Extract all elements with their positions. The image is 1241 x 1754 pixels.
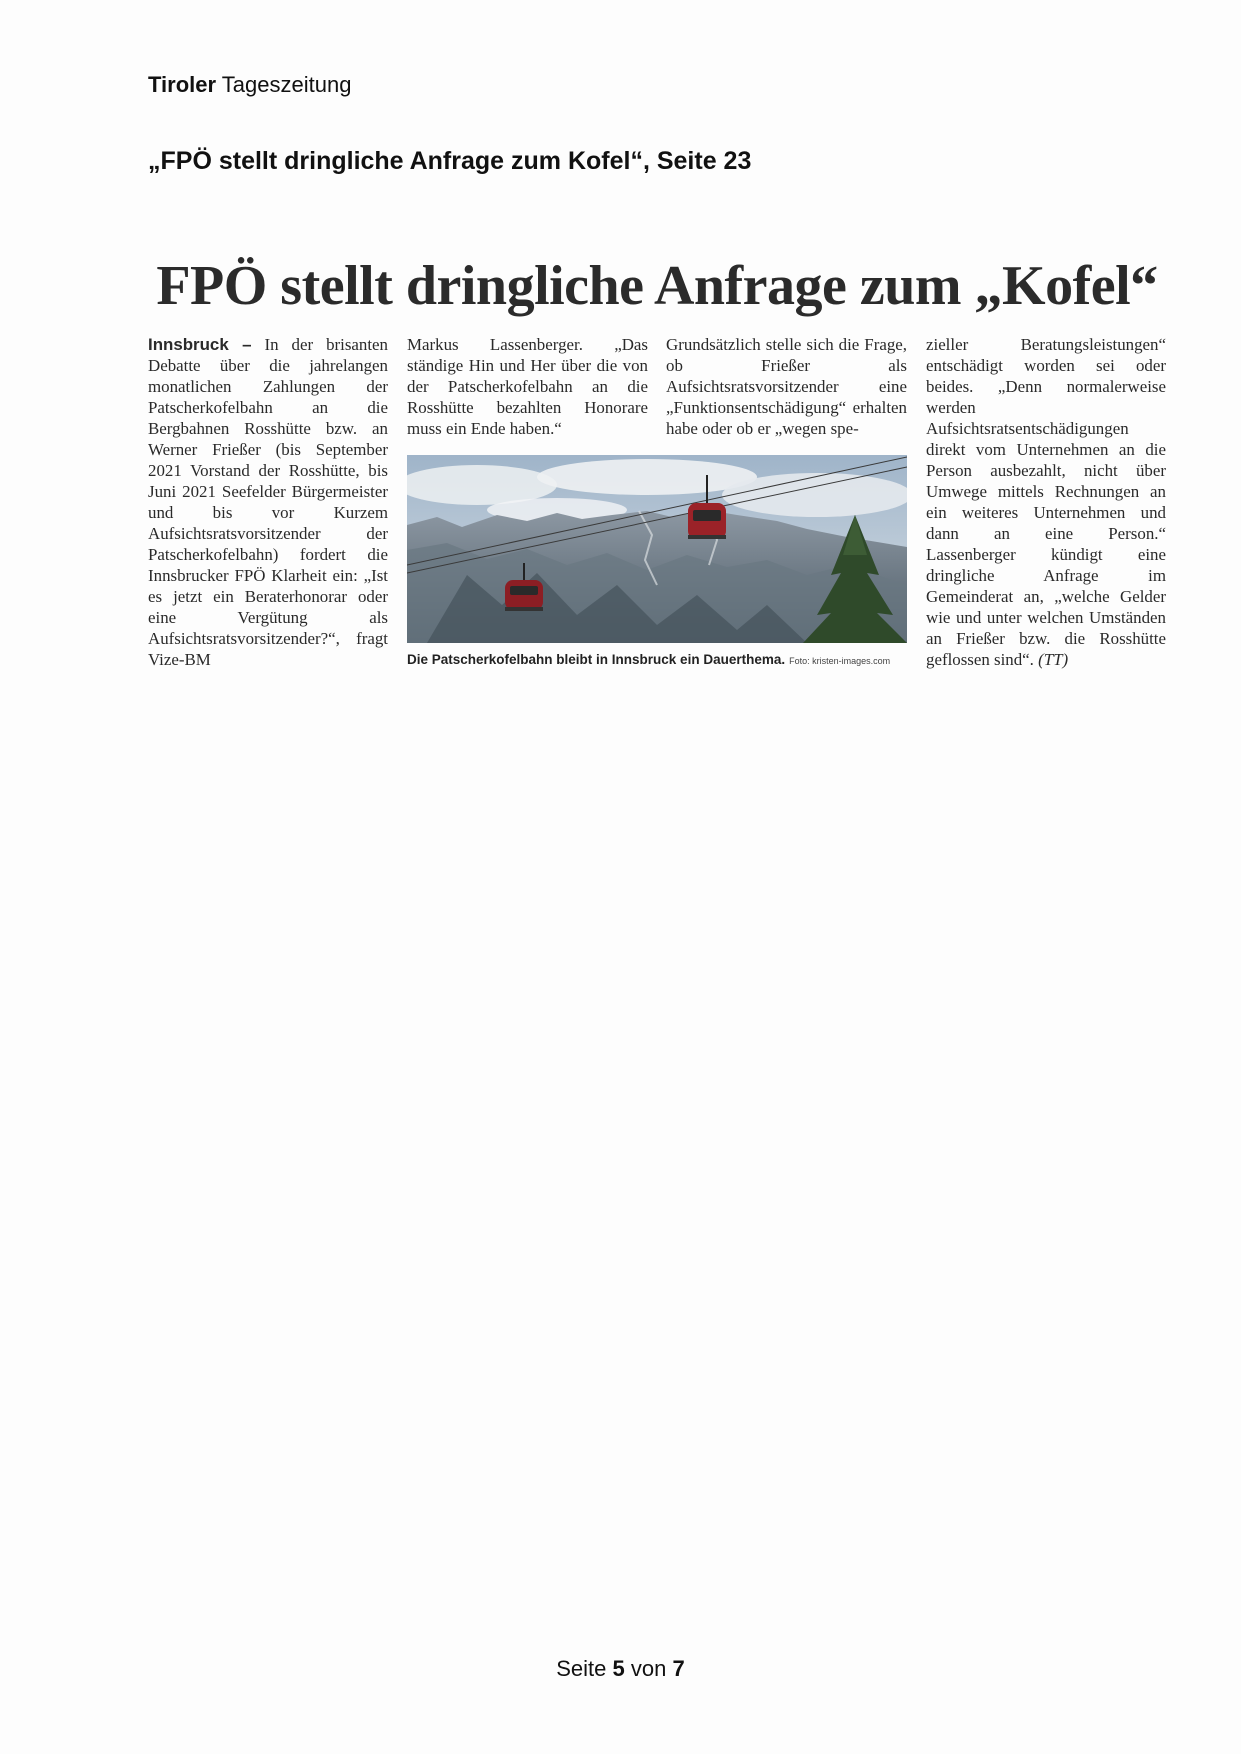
photo-credit: Foto: kristen-images.com [789,656,891,666]
article-column-1-text: In der brisanten Debatte über die jahrelangen monatlichen Zahlungen der Patscherkofelbahn an die Bergbahnen Rosshütte bzw. an Werner Frießer (bis September 2021 Vorstand der Rosshütte, bis Juni 2021 Seefelder Bürgermeister und bis vor Kurzem Aufsichtsratsvorsitzender der Patscherkofelbahn) fordert die Innsbrucker FPÖ Klarheit ein: „Ist es jetzt ein Beraterhonorar oder eine Vergütung als Aufsichtsratsvorsitzender?“, fragt Vize-BM [148,335,388,669]
page-of-label: von [630,1656,667,1681]
article-column-2: Markus Lassenberger. „Das ständige Hin und Her über die von der Patscherkofelbahn an die Rosshütte bezahlten Honorare muss ein Ende haben.“ [407,335,648,438]
photo-caption [407,652,907,667]
publication-name-bold: Tiroler [148,72,217,97]
photo-caption-text: Die Patscherkofelbahn bleibt in Innsbruck ein Dauerthema. [407,652,786,667]
newspaper-clipping [148,255,1166,670]
document-title: „FPÖ stellt dringliche Anfrage zum Kofel“, Seite 23 [148,147,752,175]
article-headline: FPÖ stellt dringliche Anfrage zum „Kofel“ [156,255,1158,317]
article-byline: (TT) [1038,650,1069,669]
page-label: Seite [556,1656,607,1681]
article-photo [407,455,907,643]
publication-name-rest: Tageszeitung [221,72,352,97]
article-column-4 [926,334,1166,670]
article-column-1 [148,334,388,670]
article-dateline: Innsbruck – [148,335,252,354]
page-footer [0,1656,1241,1682]
publication-name [148,72,351,98]
page-total: 7 [672,1656,685,1681]
article-column-4-text: zieller Beratungsleistungen“ entschädigt worden sei oder beides. „Denn normalerweise werden Aufsichtsratsentschädigungen direkt vom Unternehmen an die Person ausbezahlt, nicht über Umwege mittels Rechnungen an ein weiteres Unternehmen und dann an eine Person.“ Lassenberger kündigt eine dringliche Anfrage im Gemeinderat an, „welche Gelder wie und unter welchen Umständen an Frießer bzw. die Rosshütte geflossen sind“. [926,335,1166,669]
page-current: 5 [612,1656,625,1681]
article-column-3: Grundsätzlich stelle sich die Frage, ob Frießer als Aufsichtsratsvorsitzender eine „Funktionsentschädigung“ erhalten habe oder ob er „wegen spe- [666,335,907,438]
cable-car-mountain-photo [407,455,907,643]
